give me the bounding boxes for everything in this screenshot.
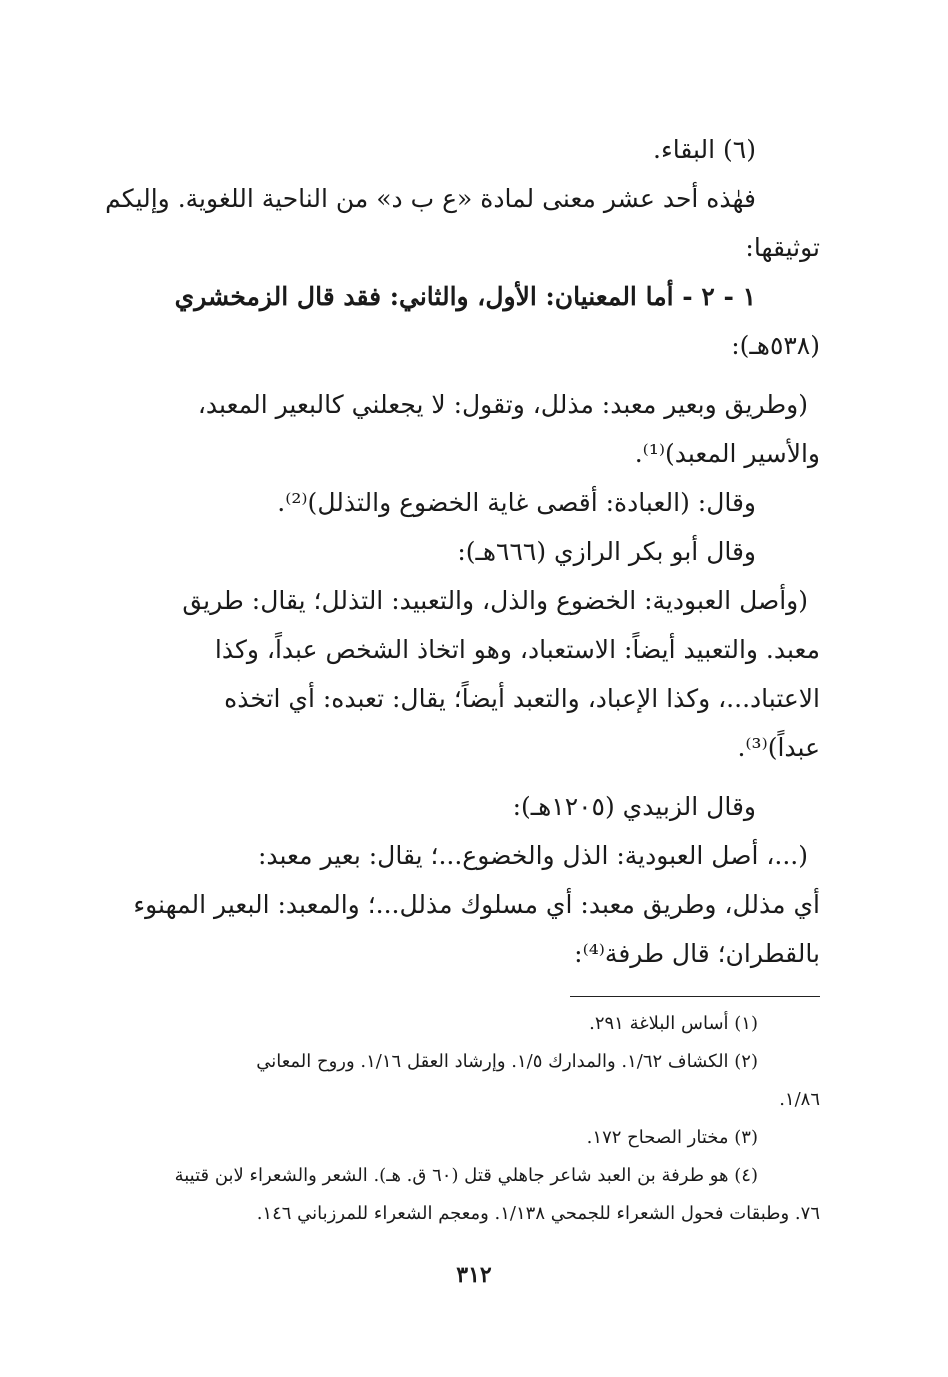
quote-line: وقال: (العبادة: أقصى غاية الخضوع والتذلل)⁽²⁾.: [277, 488, 756, 517]
quote-line: (وأصل العبودية: الخضوع والذل، والتعبيد: التذلل؛ يقال: طريق: [182, 586, 808, 615]
quote-line: الاعتباد...، وكذا الإعباد، والتعبد أيضاً؛ يقال: تعبده: أي اتخذه: [224, 684, 820, 713]
page-number: ٣١٢: [456, 1262, 492, 1288]
footnote: (٣) مختار الصحاح ١٧٢.: [586, 1127, 758, 1148]
quote-line: والأسير المعبد)⁽¹⁾.: [634, 439, 820, 468]
text-line: وقال الزبيدي (١٢٠٥هـ):: [512, 792, 756, 821]
quote-line: معبد. والتعبيد أيضاً: الاستعباد، وهو اتخاذ الشخص عبداً، وكذا: [214, 635, 820, 664]
footnote: ١/٨٦.: [779, 1089, 820, 1110]
quote-line: بالقطران؛ قال طرفة⁽⁴⁾:: [574, 939, 820, 968]
footnote: (١) أساس البلاغة ٢٩١.: [589, 1013, 758, 1034]
footnote: (٤) هو طرفة بن العبد شاعر جاهلي قتل (٦٠ ق. هـ). الشعر والشعراء لابن قتيبة: [174, 1165, 758, 1186]
section-heading: ١ - ٢ - أما المعنيان: الأول، والثاني: فقد قال الزمخشري: [174, 282, 756, 311]
text-line: توثيقها:: [745, 233, 820, 262]
text-line: (٥٣٨هـ):: [731, 331, 820, 360]
quote-line: عبداً)⁽³⁾.: [737, 733, 820, 762]
quote-line: (وطريق وبعير معبد: مذلل، وتقول: لا يجعلني كالبعير المعبد،: [197, 390, 808, 419]
text-line: وقال أبو بكر الرازي (٦٦٦هـ):: [457, 537, 756, 566]
page-body: [100, 125, 820, 1233]
quote-line: (...، أصل العبودية: الذل والخضوع...؛ يقال: بعير معبد:: [257, 841, 808, 870]
footnote-divider: [570, 996, 820, 997]
footnote: ٧٦. وطبقات فحول الشعراء للجمحي ١/١٣٨. ومعجم الشعراء للمرزباني ١٤٦.: [256, 1203, 820, 1224]
text-line: (٦) البقاء.: [653, 135, 756, 164]
footnote: (٢) الكشاف ١/٦٢. والمدارك ١/٥. وإرشاد العقل ١/١٦. وروح المعاني: [256, 1051, 758, 1072]
text-line: فهٰذه أحد عشر معنى لمادة «ع ب د» من الناحية اللغوية. وإليكم: [105, 184, 756, 213]
quote-line: أي مذلل، وطريق معبد: أي مسلوك مذلل...؛ والمعبد: البعير المهنوء: [133, 890, 820, 919]
